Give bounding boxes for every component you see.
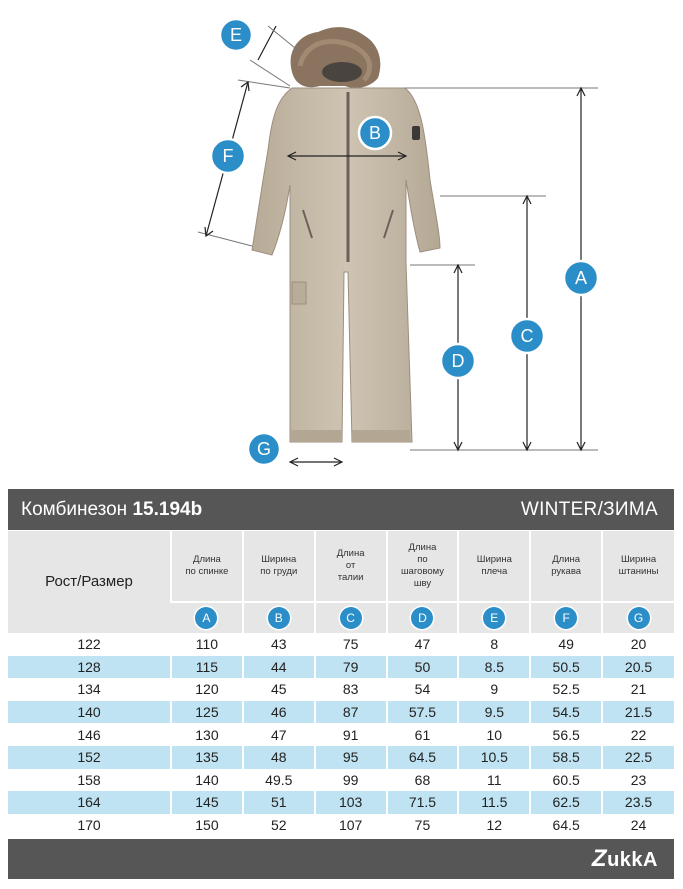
size-cell: 170 [77,817,101,834]
badge-g [248,433,280,465]
column-header-label: от [345,560,356,571]
column-badge-letter: B [268,607,290,629]
measurement-cell: 24 [602,814,674,837]
column-badge-letter: C [340,607,362,629]
column-header-f [530,531,602,602]
column-header-label: шаговому [400,566,444,577]
measurement-cell: 20 [602,633,674,656]
measurement-cell: 64.5 [387,746,459,769]
measurement-cell: 8 [458,633,530,656]
column-header-label: талии [337,572,364,583]
column-header-a [171,531,243,602]
size-table [8,531,674,836]
brand-logo-letter: Z [591,845,608,873]
measurement-cell: 52.5 [530,678,602,701]
column-header-b [243,531,315,602]
measurement-cell: 49.5 [243,769,315,792]
column-header-g [602,531,674,602]
measurement-cell: 71.5 [387,791,459,814]
measurement-cell: 64.5 [530,814,602,837]
size-cell: 152 [8,746,171,769]
column-badge-b [243,602,315,633]
svg-text:A: A [574,268,588,288]
column-header-label: по спинке [185,566,229,577]
column-header-label: Длина [193,554,221,565]
column-badge-letter: E [483,607,505,629]
measurement-cell: 49 [530,633,602,656]
measurement-cell: 87 [315,701,387,724]
size-cell: 140 [8,701,171,724]
measurement-cell: 130 [171,723,243,746]
table-row [8,746,674,769]
measurement-cell: 44 [243,656,315,679]
measurement-cell: 23 [602,769,674,792]
brand-logo-text: ukkA [607,849,658,872]
size-cell: 128 [8,656,171,679]
size-cell: 158 [77,771,101,788]
measurement-cell: 115 [171,656,243,679]
column-badge-letter: G [628,607,650,629]
column-header-label: Длина [552,554,581,565]
measurement-cell: 75 [387,814,459,837]
column-badge-letter: A [195,607,217,629]
measurement-cell: 20.5 [602,656,674,679]
svg-text:D: D [451,351,465,371]
column-header-label: штанины [618,566,659,577]
column-header-label: шву [413,578,432,589]
measurement-cell: 11 [458,769,530,792]
column-header-label: Ширина [476,554,512,565]
measurement-cell: 54 [387,678,459,701]
measurement-cell: 52 [243,814,315,837]
badge-d [441,344,475,378]
measurement-cell: 145 [171,791,243,814]
measurement-cell: 75 [315,633,387,656]
measurement-cell: 45 [243,678,315,701]
measurement-cell: 8.5 [458,656,530,679]
measurement-cell: 57.5 [387,701,459,724]
measurement-cell: 79 [315,656,387,679]
measurement-cell: 51 [243,791,315,814]
measurement-cell: 83 [315,678,387,701]
measurement-cell: 47 [243,723,315,746]
measurement-cell: 99 [315,769,387,792]
measurement-cell: 50 [387,656,459,679]
snowsuit-image [252,27,440,442]
measurement-cell: 125 [171,701,243,724]
table-row [8,723,674,746]
column-header-e [458,531,530,602]
svg-text:F: F [222,146,234,166]
measurement-cell: 11.5 [458,791,530,814]
table-row [8,656,674,679]
column-header-label: по груди [260,566,298,577]
measurement-cell: 56.5 [530,723,602,746]
badge-a [564,261,598,295]
column-badge-letter: D [411,607,433,629]
measurement-cell: 10 [458,723,530,746]
table-row [8,633,674,656]
column-header-label: Ширина [620,554,657,565]
badge-e [220,19,252,51]
measurement-cell: 91 [315,723,387,746]
size-cell: 122 [77,636,101,653]
measurement-cell: 135 [171,746,243,769]
measurement-cell: 43 [243,633,315,656]
size-cell: 134 [77,681,101,698]
column-header-label: по [417,554,428,565]
measurement-cell: 58.5 [530,746,602,769]
measurement-cell: 23.5 [602,791,674,814]
size-chart [8,489,674,879]
svg-text:E: E [229,25,243,45]
column-header-label: плеча [481,566,508,577]
measurement-cell: 10.5 [458,746,530,769]
measurement-cell: 110 [171,633,243,656]
column-badge-letter: F [555,607,577,629]
brand-logo [592,845,658,873]
measurement-cell: 140 [171,769,243,792]
measurement-cell: 21.5 [602,701,674,724]
column-header-label: Ширина [261,554,297,565]
column-header-d [387,531,459,602]
column-badge-g [602,602,674,633]
measurement-cell: 9 [458,678,530,701]
column-header-label: Длина [408,542,437,553]
measurement-cell: 62.5 [530,791,602,814]
column-header-label: Длина [336,548,365,559]
measurement-cell: 54.5 [530,701,602,724]
season-label: WINTER/ЗИМА [520,498,658,520]
measurement-cell: 150 [171,814,243,837]
badge-b [359,117,391,149]
footer-bar [8,839,674,879]
measurement-cell: 120 [171,678,243,701]
measurement-cell: 95 [315,746,387,769]
column-badge-c [315,602,387,633]
column-badge-f [530,602,602,633]
measurement-cell: 46 [243,701,315,724]
column-header-label: рукава [551,566,582,577]
table-row [8,701,674,724]
measurement-cell: 68 [387,769,459,792]
measurement-cell: 61 [387,723,459,746]
size-cell: 164 [8,791,171,814]
svg-text:C: C [520,326,534,346]
product-model: 15.194b [132,498,203,520]
measurement-cell: 60.5 [530,769,602,792]
svg-text:G: G [256,439,272,459]
column-badge-e [458,602,530,633]
measurement-cell: 9.5 [458,701,530,724]
measurement-cell: 50.5 [530,656,602,679]
column-badge-a [171,602,243,633]
measurement-cell: 12 [458,814,530,837]
size-cell: 146 [77,726,101,743]
column-badge-d [387,602,459,633]
measurement-cell: 22.5 [602,746,674,769]
table-row [8,769,674,792]
badge-f [211,139,245,173]
measurement-cell: 21 [602,678,674,701]
measurement-cell: 47 [387,633,459,656]
table-row [8,791,674,814]
measurement-cell: 107 [315,814,387,837]
product-name: Комбинезон [21,498,128,520]
measurement-cell: 48 [243,746,315,769]
table-row [8,678,674,701]
column-header-c [315,531,387,602]
measurement-cell: 103 [315,791,387,814]
size-column-header: Рост/Размер [8,531,171,633]
svg-text:B: B [368,123,382,143]
badge-c [510,319,544,353]
table-row [8,814,674,837]
measurement-cell: 22 [602,723,674,746]
size-chart-title-bar [8,489,674,531]
product-title [21,499,202,521]
